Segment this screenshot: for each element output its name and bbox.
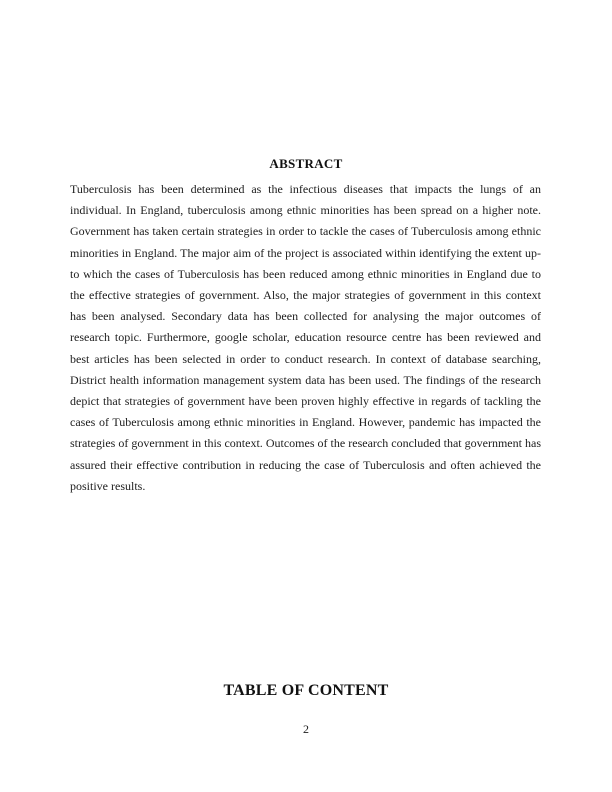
- abstract-heading: ABSTRACT: [269, 156, 343, 171]
- page-number: 2: [303, 722, 309, 736]
- abstract-paragraph: Tuberculosis has been determined as the infectious diseases that impacts the lungs of an individual. In England, tuberculosis among ethnic minorities has been spread on a higher note. Government has taken certain strategies in order to tackle the cases of Tuberculosis among ethnic minorities in England. The major aim of the project is associated within identifying the extent up-to which the cases of Tuberculosis has been reduced among ethnic minorities in England due to the effective strategies of government. Also, the major strategies of government in this context has been analysed. Secondary data has been collected for analysing the major outcomes of research topic. Furthermore, google scholar, education resource centre has been reviewed and best articles has been selected in order to conduct research. In context of database searching, District health information management system data has been used. The findings of the research depict that strategies of government have been proven highly effective in regards of tackling the cases of Tuberculosis among ethnic minorities in England. However, pandemic has impacted the strategies of government in this context. Outcomes of the research concluded that government has assured their effective contribution in reducing the case of Tuberculosis and often achieved the positive results.: [70, 182, 541, 493]
- toc-heading: TABLE OF CONTENT: [223, 682, 389, 699]
